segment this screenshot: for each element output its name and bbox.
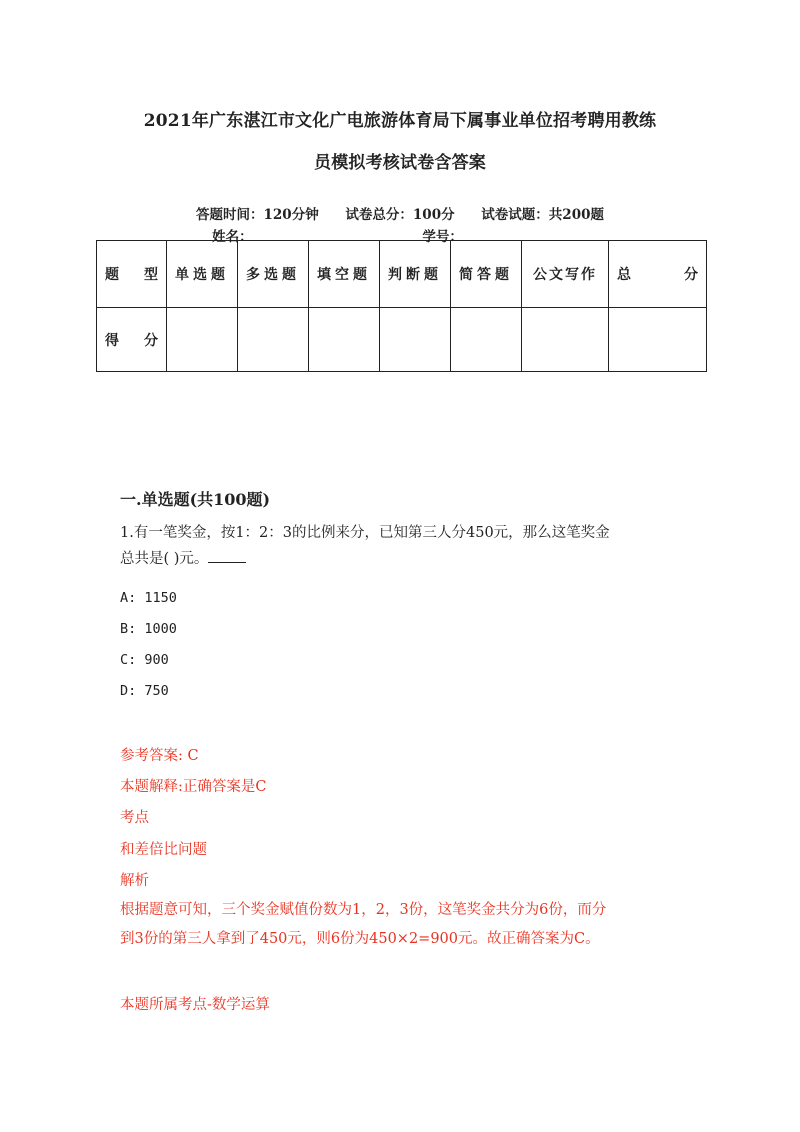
score-table xyxy=(96,240,707,372)
jiexi-text xyxy=(120,896,690,954)
kaodian-value: 和差倍比问题 xyxy=(120,842,207,858)
column-header: 单选题 xyxy=(167,241,238,308)
kaodian-label: 考点 xyxy=(120,810,149,826)
column-header-total: 总 分 xyxy=(609,241,707,308)
score-cell[interactable] xyxy=(451,308,522,372)
row-label-type: 题 型 xyxy=(97,241,167,308)
document-title-line2: 员模拟考核试卷含答案 xyxy=(314,153,486,173)
row-label-score: 得 分 xyxy=(97,308,167,372)
name-label: 姓名： xyxy=(212,229,253,245)
jiexi-line: 根据题意可知，三个奖金赋值份数为1，2，3份，这笔奖金共分为6份，而分 xyxy=(120,902,607,918)
score-cell[interactable] xyxy=(309,308,380,372)
exam-total-score: 试卷总分：100分 xyxy=(345,207,455,223)
answer-blank[interactable] xyxy=(208,548,246,563)
reference-answer: 参考答案: C xyxy=(120,748,199,764)
column-header: 简答题 xyxy=(451,241,522,308)
option-c[interactable]: C: 900 xyxy=(120,652,169,668)
exam-info xyxy=(100,203,700,223)
question-line: 1.有一笔奖金，按1：2：3的比例来分，已知第三人分450元，那么这笔奖金 xyxy=(120,525,610,541)
score-table-header-row xyxy=(97,241,707,308)
column-header: 多选题 xyxy=(238,241,309,308)
explanation-title: 本题解释:正确答案是C xyxy=(120,779,267,795)
section-title: 一.单选题(共100题) xyxy=(120,490,271,509)
student-id-label: 学号： xyxy=(422,229,463,245)
score-cell[interactable] xyxy=(167,308,238,372)
exam-total-questions: 试卷试题：共200题 xyxy=(481,207,604,223)
score-table-score-row xyxy=(97,308,707,372)
score-cell[interactable] xyxy=(238,308,309,372)
option-b[interactable]: B: 1000 xyxy=(120,621,177,637)
question-line: 总共是( )元。 xyxy=(120,546,690,572)
exam-time: 答题时间：120分钟 xyxy=(196,207,319,223)
option-a[interactable]: A: 1150 xyxy=(120,590,177,606)
score-cell[interactable] xyxy=(522,308,609,372)
column-header: 填空题 xyxy=(309,241,380,308)
score-cell-total[interactable] xyxy=(609,308,707,372)
column-header: 判断题 xyxy=(380,241,451,308)
document-title-line1: 2021年广东湛江市文化广电旅游体育局下属事业单位招考聘用教练 xyxy=(143,111,657,131)
column-header: 公文写作 xyxy=(522,241,609,308)
jiexi-label: 解析 xyxy=(120,873,149,889)
option-d[interactable]: D: 750 xyxy=(120,683,169,699)
jiexi-line: 到3份的第三人拿到了450元，则6份为450×2=900元。故正确答案为C。 xyxy=(120,931,600,947)
score-cell[interactable] xyxy=(380,308,451,372)
question-category: 本题所属考点-数学运算 xyxy=(120,997,270,1013)
question-stem xyxy=(120,520,690,572)
